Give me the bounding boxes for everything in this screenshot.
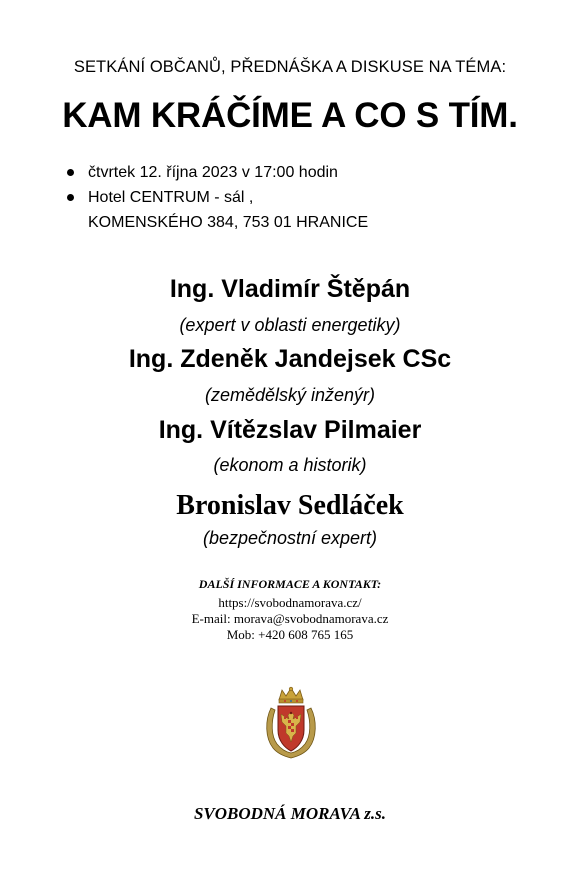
event-headline: KAM KRÁČÍME A CO S TÍM. <box>62 96 518 135</box>
contact-website-link[interactable]: https://svobodnamorava.cz/ <box>218 595 362 610</box>
speaker-role: (expert v oblasti energetiky) <box>179 315 401 335</box>
contact-email[interactable]: E-mail: morava@svobodnamorava.cz <box>191 611 389 626</box>
bullet-icon <box>67 194 74 201</box>
event-intro: SETKÁNÍ OBČANŮ, PŘEDNÁŠKA A DISKUSE NA TÉMA: <box>73 58 507 76</box>
contact-title: DALŠÍ INFORMACE A KONTAKT: <box>198 577 382 591</box>
speaker-name: Ing. Zdeněk Jandejsek CSc <box>128 345 452 373</box>
event-venue: Hotel CENTRUM - sál , <box>88 189 254 206</box>
speaker-name: Bronislav Sedláček <box>176 490 404 521</box>
event-venue-item <box>64 185 368 210</box>
bullet-icon <box>67 169 74 176</box>
speaker-name: Ing. Vladimír Štěpán <box>169 275 411 303</box>
speaker-role: (ekonom a historik) <box>213 455 367 475</box>
contact-phone: Mob: +420 608 765 165 <box>226 627 354 642</box>
event-date: čtvrtek 12. října 2023 v 17:00 hodin <box>88 164 338 181</box>
moravian-eagle-coat-of-arms-icon <box>263 686 319 760</box>
event-details <box>64 160 368 235</box>
speaker-name: Ing. Vítězslav Pilmaier <box>158 416 422 444</box>
speaker-role: (zemědělský inženýr) <box>204 385 376 405</box>
event-date-item <box>64 160 368 185</box>
speaker-role: (bezpečnostní expert) <box>202 528 378 548</box>
organization-name: SVOBODNÁ MORAVA z.s. <box>193 804 387 823</box>
event-address-item <box>64 210 368 235</box>
event-address: KOMENSKÉHO 384, 753 01 HRANICE <box>88 214 369 231</box>
